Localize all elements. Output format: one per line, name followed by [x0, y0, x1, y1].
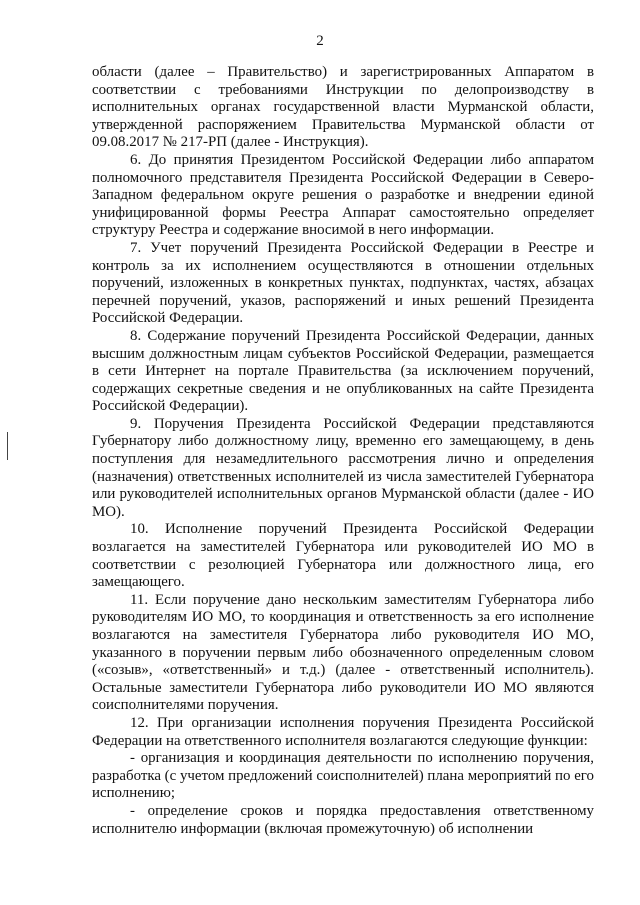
paragraph-10: 10. Исполнение поручений Президента Российской Федерации возлагается на заместителей Губернатора или руководителей ИО МО в соответствии с резолюцией Губернатора или должностного лица, его замещающего.: [92, 521, 594, 591]
paragraph-7: 7. Учет поручений Президента Российской Федерации в Реестре и контроль за их исполнением осуществляются в отношении отдельных поручений, изложенных в конкретных пунктах, подпунктах, частях, абзацах перечней поручений, указов, распоряжений и иных решений Президента Российской Федерации.: [92, 239, 594, 327]
paragraph-9: 9. Поручения Президента Российской Федерации представляются Губернатору либо должностному лицу, временно его замещающему, в день поступления для незамедлительного рассмотрения лично и определения (назначения) ответственных исполнителей из числа заместителей Губернатора или руководителей исполнительных органов Мурманской области (далее - ИО МО).: [92, 415, 594, 520]
document-body: [92, 64, 594, 838]
list-item-deadlines: - определение сроков и порядка предоставления ответственному исполнителю информации (включая промежуточную) об исполнении: [92, 802, 594, 837]
paragraph-6: 6. До принятия Президентом Российской Федерации либо аппаратом полномочного представителя Президента Российской Федерации в Северо-Западном федеральном округе решения о разработке и внедрении единой унифицированной формы Реестра Аппарат самостоятельно определяет структуру Реестра и содержание вносимой в него информации.: [92, 151, 594, 239]
paragraph-8: 8. Содержание поручений Президента Российской Федерации, данных высшим должностным лицам субъектов Российской Федерации, размещается в сети Интернет на портале Правительства (за исключением поручений, содержащих секретные сведения и не опубликованных на сайте Президента Российской Федерации).: [92, 327, 594, 415]
paragraph-continuation: области (далее – Правительство) и зарегистрированных Аппаратом в соответствии с требованиями Инструкции по делопроизводству в исполнительных органах государственной власти Мурманской области, утвержденной распоряжением Правительства Мурманской области от 09.08.2017 № 217-РП (далее - Инструкция).: [92, 64, 594, 151]
list-item-organization: - организация и координация деятельности по исполнению поручения, разработка (с учетом предложений соисполнителей) плана мероприятий по его исполнению;: [92, 750, 594, 802]
page-number: 2: [316, 33, 324, 49]
paragraph-12: 12. При организации исполнения поручения Президента Российской Федерации на ответственного исполнителя возлагаются следующие функции:: [92, 714, 594, 749]
margin-mark: [7, 432, 8, 460]
paragraph-11: 11. Если поручение дано нескольким заместителям Губернатора либо руководителям ИО МО, то координация и ответственность за его исполнение возлагаются на заместителя Губернатора либо руководителя ИО МО, указанного в поручении первым либо обозначенного определенным словом («созыв», «ответственный» и т.д.) (далее - ответственный исполнитель). Остальные заместители Губернатора либо руководители ИО МО являются соисполнителями поручения.: [92, 591, 594, 714]
